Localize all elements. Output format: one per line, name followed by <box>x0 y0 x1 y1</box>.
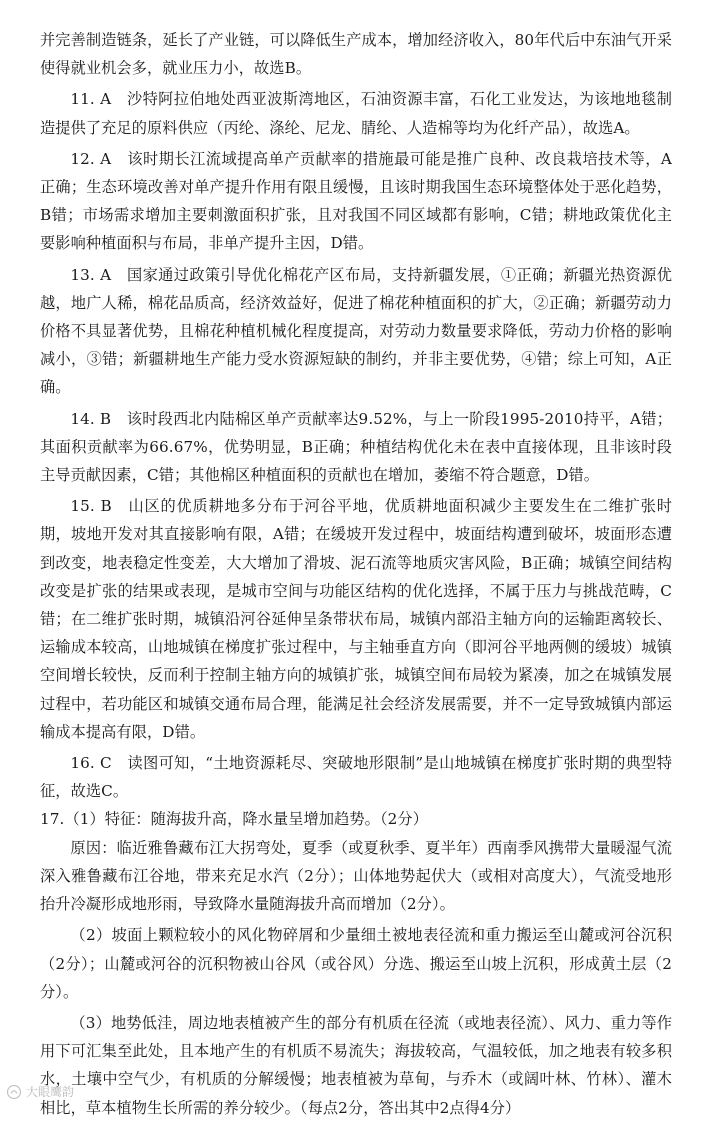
paragraph-q11: 11. A 沙特阿拉伯地处西亚波斯湾地区，石油资源丰富，石化工业发达，为该地地毯制造提供了充足的原料供应（丙纶、涤纶、尼龙、腈纶、人造棉等均为化纤产品），故选A。 <box>40 90 672 137</box>
paragraph-q12: 12. A 该时期长江流域提高单产贡献率的措施最可能是推广良种、改良栽培技术等，A正确；生态环境改善对单产提升作用有限且缓慢，且该时期我国生态环境整体处于恶化趋势，B错；市场需求增加主要刺激面积扩张，且对我国不同区域都有影响，C错；耕地政策优化主要影响种植面积与布局，非单产提升主因，D错。 <box>40 149 672 253</box>
paragraph-q17-part1-feature: 17.（1）特征：随海拔升高，降水量呈增加趋势。（2分） <box>40 810 428 829</box>
paragraph-continuation-q10: 并完善制造链条，延长了产业链，可以降低生产成本，增加经济收入，80年代后中东油气开采使得就业机会多，就业压力小，故选B。 <box>40 31 672 78</box>
paragraph-q17-part1-reason: 原因：临近雅鲁藏布江大拐弯处，夏季（或夏秋季、夏半年）西南季风携带大量暖湿气流深入雅鲁藏布江谷地，带来充足水汽（2分）；山体地势起伏大（或相对高度大），气流受地形抬升冷凝形成地形雨，导致降水量随海拔升高而增加（2分）。 <box>40 838 672 914</box>
watermark-text: 大眼鹰韵 <box>26 1085 75 1099</box>
watermark-logo-icon <box>6 1084 22 1100</box>
answer-explanations <box>40 26 672 1122</box>
paragraph-q17-part2: （2）坡面上颗粒较小的风化物碎屑和少量细土被地表径流和重力搬运至山麓或河谷沉积（2分）；山麓或河谷的沉积物被山谷风（或谷风）分选、搬运至山坡上沉积，形成黄土层（2分）。 <box>40 926 672 1001</box>
paragraph-q13: 13. A 国家通过政策引导优化棉花产区布局，支持新疆发展，①正确；新疆光热资源优越，地广人稀，棉花品质高，经济效益好，促进了棉花种植面积的扩大，②正确；新疆劳动力价格不具显著优势，且棉花种植机械化程度提高，对劳动力数量要求降低，劳动力价格的影响减小，③错；新疆耕地生产能力受水资源短缺的制约，并非主要优势，④错；综上可知，A正确。 <box>40 265 672 397</box>
paragraph-q16: 16. C 读图可知，“土地资源耗尽、突破地形限制”是山地城镇在梯度扩张时期的典型特征，故选C。 <box>40 754 672 801</box>
paragraph-q14: 14. B 该时段西北内陆棉区单产贡献率达9.52%，与上一阶段1995-2010持平，A错；其面积贡献率为66.67%，优势明显，B正确；种植结构优化未在表中直接体现，且非该时段主导贡献因素，C错；其他棉区种植面积的贡献也在增加，萎缩不符合题意，D错。 <box>40 409 672 485</box>
watermark <box>6 1082 74 1102</box>
paragraph-q15: 15. B 山区的优质耕地多分布于河谷平地，优质耕地面积减少主要发生在二维扩张时期，坡地开发对其直接影响有限，A错；在缓坡开发过程中，坡面结构遭到破坏，坡面形态遭到改变，地表稳定性变差，大大增加了滑坡、泥石流等地质灾害风险，B正确；城镇空间结构改变是扩张的结果或表现，是城市空间与功能区结构的优化选择，不属于压力与挑战范畴，C错；在二维扩张时期，城镇沿河谷延伸呈条带状布局，城镇内部沿主轴方向的运输距离较长、运输成本较高，山地城镇在梯度扩张过程中，与主轴垂直方向（即河谷平地两侧的缓坡）城镇空间增长较快，反而利于控制主轴方向的城镇扩张，城镇空间布局较为紧凑，加之在城镇发展过程中，若功能区和城镇交通布局合理，能满足社会经济发展需要，并不一定导致城镇内部运输成本提高有限，D错。 <box>40 497 672 741</box>
paragraph-q17-part3: （3）地势低洼，周边地表植被产生的部分有机质在径流（或地表径流）、风力、重力等作用下可汇集至此处，且本地产生的有机质不易流失；海拔较高，气温较低，加之地表有较多积水，土壤中空气少，有机质的分解缓慢；地表植被为草甸，与乔木（或阔叶林、竹林）、灌木相比，草本植物生长所需的养分较少。（每点2分，答出其中2点得4分） <box>40 1013 672 1117</box>
